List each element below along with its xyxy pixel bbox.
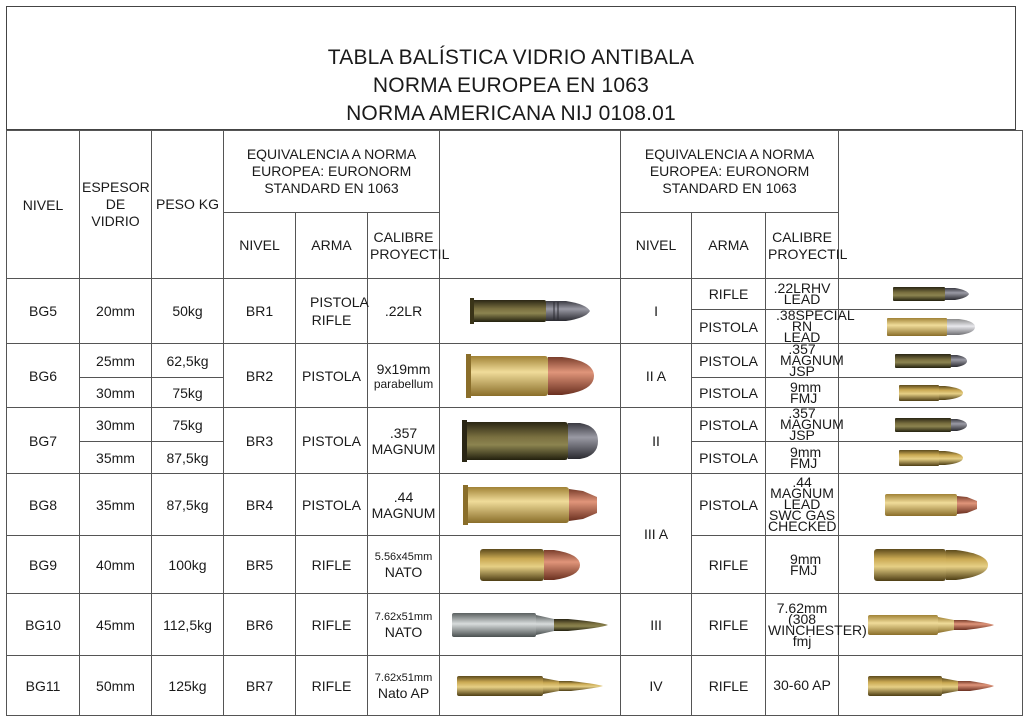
30-60-ap-cartridge-icon-right — [839, 656, 1023, 716]
espesor-cell: 30mm — [80, 378, 152, 408]
espesor-cell: 40mm — [80, 536, 152, 594]
calibre-top: 9x19mm — [376, 360, 431, 377]
calibre-top: 7.62x51mm — [374, 610, 433, 623]
arma-cell: RIFLE — [296, 594, 368, 656]
calibre-cell — [368, 536, 440, 594]
header-image-right — [839, 131, 1023, 279]
right-calibre-cell: .357 MAGNUM JSP — [766, 408, 839, 442]
espesor-cell: 25mm — [80, 344, 152, 378]
peso-cell: 62,5kg — [152, 344, 224, 378]
762-nato-cartridge-icon — [440, 594, 621, 656]
nivel-cell: BG10 — [7, 594, 80, 656]
arma-cell: PISTOLA — [296, 344, 368, 408]
table-row — [7, 656, 1023, 716]
peso-cell: 75kg — [152, 408, 224, 442]
header-peso: PESO KG — [152, 131, 224, 279]
header-espesor: ESPESOR DE VIDRIO — [80, 131, 152, 279]
calibre-top: .44 — [393, 488, 414, 505]
header-row-1 — [7, 131, 1023, 213]
arma-cell: RIFLE — [296, 656, 368, 716]
arma-cell: PISTOLA — [296, 474, 368, 536]
subheader-arma-right: ARMA — [692, 213, 766, 279]
right-nivel: I — [654, 303, 658, 319]
table-row — [7, 344, 1023, 378]
calibre-top: 5.56x45mm — [374, 550, 433, 563]
nivel-cell: BG8 — [7, 474, 80, 536]
9mm-cartridge-icon — [440, 344, 621, 408]
right-calibre-cell: 9mm FMJ — [766, 536, 839, 594]
9mm-fmj-cartridge-icon-right — [839, 378, 1023, 408]
right-arma-cell: PISTOLA — [692, 344, 766, 378]
subheader-calibre-right: CALIBRE PROYECTIL — [766, 213, 839, 279]
subheader-nivel-right: NIVEL — [621, 213, 692, 279]
calibre-top: 7.62x51mm — [374, 671, 433, 684]
right-arma-cell: RIFLE — [692, 656, 766, 716]
22lrhv-cartridge-icon — [839, 279, 1023, 310]
right-calibre-cell: 9mm FMJ — [766, 378, 839, 408]
espesor-cell: 30mm — [80, 408, 152, 442]
br-cell: BR2 — [224, 344, 296, 408]
calibre-cell — [368, 474, 440, 536]
table-row — [7, 279, 1023, 310]
table-row — [7, 474, 1023, 536]
table-row — [7, 594, 1023, 656]
357-magnum-cartridge-icon — [440, 408, 621, 474]
right-arma-cell: RIFLE — [692, 536, 766, 594]
calibre-bottom: MAGNUM — [371, 440, 436, 457]
peso-cell: 87,5kg — [152, 442, 224, 474]
arma-cell: PISTOLA — [296, 408, 368, 474]
br-cell: BR6 — [224, 594, 296, 656]
right-calibre-cell: 30-60 AP — [766, 656, 839, 716]
br-cell: BR4 — [224, 474, 296, 536]
right-calibre-cell: 7.62mm (308 WINCHESTER) fmj — [766, 594, 839, 656]
762-nato-ap-cartridge-icon — [440, 656, 621, 716]
arma-cell: RIFLE — [296, 536, 368, 594]
peso-cell: 50kg — [152, 279, 224, 344]
nivel-cell: BG9 — [7, 536, 80, 594]
calibre-bottom: Nato AP — [377, 684, 430, 701]
header-equivalencia-right: EQUIVALENCIA A NORMA EUROPEA: EURONORM STANDARD EN 1063 — [621, 131, 839, 213]
right-nivel-cell — [621, 279, 692, 344]
right-nivel-cell: III A — [621, 474, 692, 594]
nivel-cell: BG5 — [7, 279, 80, 344]
calibre-top: .22LR — [384, 303, 423, 319]
right-calibre-cell: .22LRHV LEAD — [766, 279, 839, 310]
right-calibre-cell: .357 MAGNUM JSP — [766, 344, 839, 378]
header-image-left — [440, 131, 621, 279]
right-nivel-cell: III — [621, 594, 692, 656]
title-line-2: NORMA EUROPEA EN 1063 — [372, 74, 650, 97]
espesor-cell: 45mm — [80, 594, 152, 656]
right-calibre-cell: 9mm FMJ — [766, 442, 839, 474]
right-nivel-cell: II A — [621, 344, 692, 408]
peso-cell: 100kg — [152, 536, 224, 594]
nivel-cell: BG11 — [7, 656, 80, 716]
espesor-cell: 20mm — [80, 279, 152, 344]
espesor-cell: 35mm — [80, 474, 152, 536]
peso-cell: 75kg — [152, 378, 224, 408]
br-cell: BR1 — [224, 279, 296, 344]
357-magnum-cartridge-icon-right — [839, 344, 1023, 378]
header-nivel: NIVEL — [7, 131, 80, 279]
calibre-bottom: NATO — [384, 623, 423, 640]
peso-cell: 112,5kg — [152, 594, 224, 656]
right-arma-cell: PISTOLA — [692, 474, 766, 536]
title-block — [6, 6, 1016, 130]
espesor-cell: 50mm — [80, 656, 152, 716]
br-cell: BR5 — [224, 536, 296, 594]
right-arma-cell: PISTOLA — [692, 310, 766, 344]
calibre-bottom: NATO — [384, 563, 423, 580]
nivel-cell: BG6 — [7, 344, 80, 408]
peso-cell: 87,5kg — [152, 474, 224, 536]
44-magnum-cartridge-icon — [440, 474, 621, 536]
calibre-cell — [368, 344, 440, 408]
right-arma-cell: PISTOLA — [692, 408, 766, 442]
right-calibre-cell: .44 MAGNUM LEAD SWC GAS CHECKED — [766, 474, 839, 536]
table-row — [7, 536, 1023, 594]
ballistic-sheet — [6, 6, 1018, 714]
22lr-cartridge-icon — [440, 279, 621, 344]
br-cell: BR3 — [224, 408, 296, 474]
br-cell: BR7 — [224, 656, 296, 716]
arma-cell: PISTOLA RIFLE — [296, 279, 368, 344]
header-equivalencia-left: EQUIVALENCIA A NORMA EUROPEA: EURONORM STANDARD EN 1063 — [224, 131, 440, 213]
subheader-calibre: CALIBRE PROYECTIL — [368, 213, 440, 279]
right-arma-cell: RIFLE — [692, 594, 766, 656]
right-nivel-cell: IV — [621, 656, 692, 716]
peso-cell: 125kg — [152, 656, 224, 716]
calibre-bottom: MAGNUM — [371, 504, 436, 521]
nivel-cell: BG7 — [7, 408, 80, 474]
subheader-arma: ARMA — [296, 213, 368, 279]
right-arma-cell: PISTOLA — [692, 442, 766, 474]
calibre-cell — [368, 408, 440, 474]
right-arma-cell: PISTOLA — [692, 378, 766, 408]
9mm-fmj-cartridge-icon-right-2 — [839, 442, 1023, 474]
357-magnum-jsp-cartridge-icon-right — [839, 408, 1023, 442]
ballistic-table — [6, 130, 1023, 716]
subheader-nivel: NIVEL — [224, 213, 296, 279]
9mm-fmj-large-cartridge-icon-right — [839, 536, 1023, 594]
espesor-cell: 35mm — [80, 442, 152, 474]
calibre-cell — [368, 656, 440, 716]
title-line-1: TABLA BALÍSTICA VIDRIO ANTIBALA — [327, 46, 695, 69]
right-arma-cell: RIFLE — [692, 279, 766, 310]
556-nato-cartridge-icon — [440, 536, 621, 594]
calibre-cell — [368, 279, 440, 344]
title-line-3: NORMA AMERICANA NIJ 0108.01 — [346, 102, 676, 125]
right-nivel-cell: II — [621, 408, 692, 474]
38special-cartridge-icon — [839, 310, 1023, 344]
table-row — [7, 408, 1023, 442]
calibre-bottom: parabellum — [373, 376, 434, 391]
44-magnum-swc-cartridge-icon-right — [839, 474, 1023, 536]
right-calibre-cell: .38SPECIAL RN LEAD — [766, 310, 839, 344]
calibre-top: .357 — [389, 424, 418, 441]
calibre-cell — [368, 594, 440, 656]
